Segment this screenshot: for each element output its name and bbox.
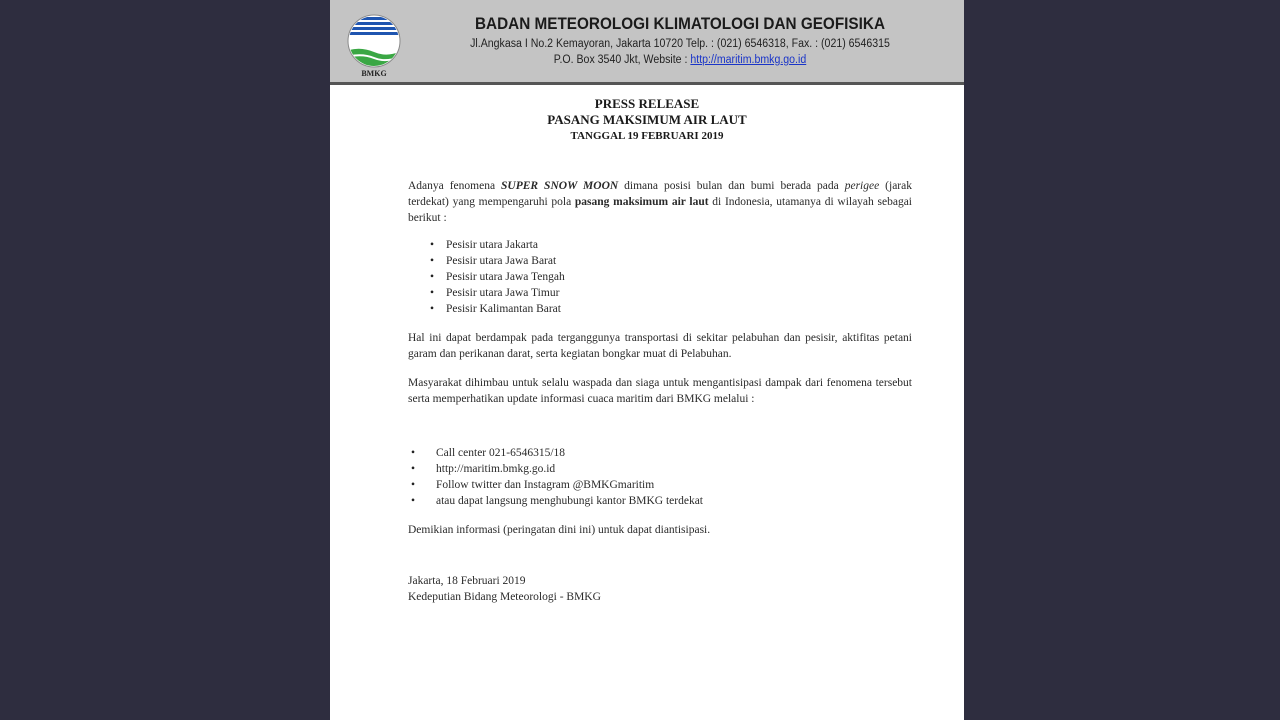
info-channels-list xyxy=(408,445,808,509)
list-item: • Pesisir utara Jawa Tengah xyxy=(430,269,730,285)
list-item: • Pesisir utara Jakarta xyxy=(430,237,730,253)
website-link[interactable]: http://maritim.bmkg.go.id xyxy=(690,54,807,66)
list-item: • Call center 021-6546315/18 xyxy=(408,445,808,461)
closing-paragraph: Demikian informasi (peringatan dini ini) untuk dapat diantisipasi. xyxy=(408,524,711,536)
signature-block xyxy=(408,573,912,605)
signature-place-date: Jakarta, 18 Februari 2019 xyxy=(408,575,526,587)
bmkg-logo xyxy=(344,13,404,83)
intro-text: (jarak terdekat) yang mempengaruhi pola xyxy=(408,180,912,208)
highlight-term: pasang maksimum air laut xyxy=(574,196,709,208)
signature-office: Kedeputian Bidang Meteorologi - BMKG xyxy=(408,591,601,603)
letterhead xyxy=(330,0,964,85)
title-line-1: PRESS RELEASE xyxy=(594,96,700,111)
po-box-text: P.O. Box 3540 Jkt, Website : xyxy=(553,54,691,66)
phenomenon-name: SUPER SNOW MOON xyxy=(501,180,619,192)
title-line-2: PASANG MAKSIMUM AIR LAUT xyxy=(547,112,747,127)
press-release-title xyxy=(330,96,964,144)
list-item: • Pesisir Kalimantan Barat xyxy=(430,301,730,317)
contact-line xyxy=(432,54,929,66)
appeal-paragraph: Masyarakat dihimbau untuk selalu waspada dan siaga untuk mengantisipasi dampak dari fenomena tersebut serta memperhatikan update informasi cuaca maritim dari BMKG melalui : xyxy=(408,377,912,405)
intro-paragraph xyxy=(408,178,912,226)
impact-paragraph: Hal ini dapat berdampak pada terganggunya transportasi di sekitar pelabuhan dan pesisir, aktifitas petani garam dan perikanan darat, serta kegiatan bongkar muat di Pelabuhan. xyxy=(408,332,912,360)
document-page xyxy=(330,0,964,720)
intro-text: Adanya fenomena xyxy=(408,180,502,192)
title-date: TANGGAL 19 FEBRUARI 2019 xyxy=(570,130,724,142)
list-item: • Follow twitter dan Instagram @BMKGmaritim xyxy=(408,477,808,493)
organization-name: BADAN METEOROLOGI KLIMATOLOGI DAN GEOFISIKA xyxy=(475,14,885,33)
address-line: Jl.Angkasa I No.2 Kemayoran, Jakarta 10720 Telp. : (021) 6546318, Fax. : (021) 6546315 xyxy=(470,38,890,50)
list-item: • Pesisir utara Jawa Barat xyxy=(430,253,730,269)
affected-regions-list xyxy=(430,237,730,317)
list-item: • atau dapat langsung menghubungi kantor BMKG terdekat xyxy=(408,493,808,509)
list-item: • Pesisir utara Jawa Timur xyxy=(430,285,730,301)
perigee-term: perigee xyxy=(844,180,880,192)
intro-text: dimana posisi bulan dan bumi berada pada xyxy=(618,180,845,192)
list-item: • http://maritim.bmkg.go.id xyxy=(408,461,808,477)
logo-text: BMKG xyxy=(361,69,387,78)
intro-text: di Indonesia, utamanya di wilayah sebagai berikut : xyxy=(408,196,912,224)
